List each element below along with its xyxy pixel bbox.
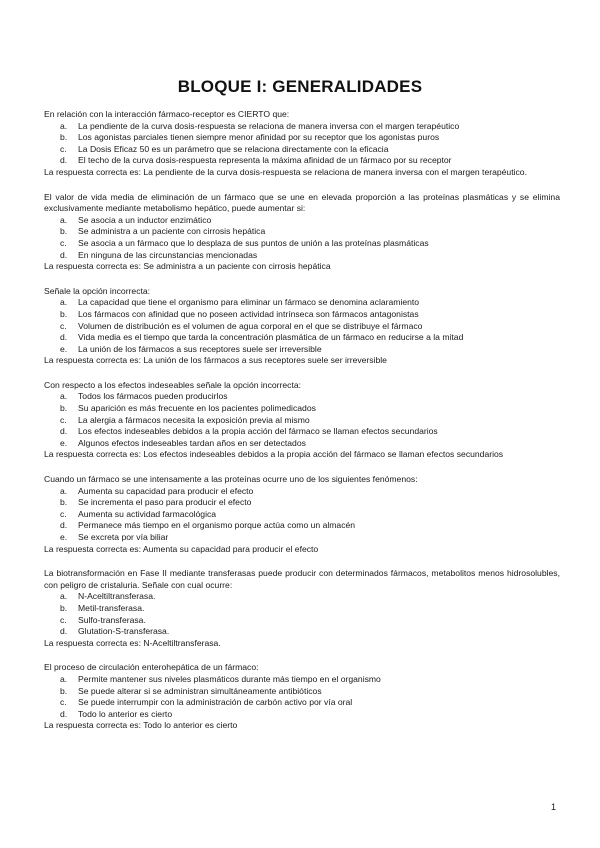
option-item [44, 497, 560, 509]
option-text: Aumenta su actividad farmacológica [78, 508, 217, 519]
question-stem: El proceso de circulación enterohepática de un fármaco: [44, 662, 259, 673]
option-item [44, 238, 560, 250]
option-text: Aumenta su capacidad para producir el efecto [78, 485, 254, 496]
option-label: b. [60, 497, 68, 508]
option-item [44, 226, 560, 238]
option-label: a. [60, 120, 68, 131]
option-text: Vida media es el tiempo que tarda la concentración plasmática de un fármaco en reducirse a la mitad [78, 332, 464, 343]
option-label: c. [60, 697, 67, 708]
option-text: Se incrementa el paso para producir el efecto [78, 497, 252, 508]
option-text: Se puede alterar si se administran simultáneamente antibióticos [78, 685, 322, 696]
option-label: e. [60, 532, 68, 542]
option-item [44, 626, 560, 638]
option-list [44, 486, 560, 544]
option-list [44, 674, 560, 720]
option-text: N-Aceltiltransferasa. [78, 591, 156, 602]
question-block [44, 568, 560, 649]
option-label: c. [60, 237, 67, 248]
option-item [44, 121, 560, 133]
option-text: Glutation-S-transferasa. [78, 626, 170, 637]
question-block [44, 662, 560, 732]
option-item [44, 344, 560, 356]
option-item [44, 215, 560, 227]
correct-answer: La respuesta correcta es: N-Aceltiltransferasa. [44, 637, 221, 648]
option-label: a. [60, 673, 68, 684]
option-label: b. [60, 308, 68, 319]
option-item [44, 615, 560, 627]
option-text: En ninguna de las circunstancias mencionadas [78, 249, 258, 260]
option-text: La pendiente de la curva dosis-respuesta se relaciona de manera inversa con el margen terapéutico [78, 120, 460, 131]
option-label: a. [60, 214, 68, 225]
question-block [44, 192, 560, 273]
question-block [44, 474, 560, 555]
option-text: Su aparición es más frecuente en los pacientes polimedicados [78, 403, 316, 414]
option-item [44, 520, 560, 532]
option-list [44, 391, 560, 449]
option-label: d. [60, 520, 68, 531]
question-block [44, 286, 560, 367]
option-item [44, 697, 560, 709]
option-text: Se puede interrumpir con la administración de carbón activo por vía oral [78, 697, 353, 708]
option-text: Se asocia a un inductor enzimático [78, 214, 212, 225]
option-label: e. [60, 343, 68, 354]
page-number: 1 [550, 802, 556, 812]
option-label: a. [60, 391, 68, 402]
option-text: Algunos efectos indeseables tardan años en ser detectados [78, 437, 306, 448]
option-item [44, 144, 560, 156]
option-item [44, 309, 560, 321]
option-label: d. [60, 426, 68, 437]
option-item [44, 674, 560, 686]
question-stem: El valor de vida media de eliminación de un fármaco que se une en elevada proporción a las proteínas plasmáticas y se elimina exclusivamente mediante metabolismo hepático, puede aumentar si: [44, 191, 560, 214]
option-item [44, 132, 560, 144]
option-label: d. [60, 708, 68, 719]
correct-answer: La respuesta correcta es: Todo lo anterior es cierto [44, 720, 238, 731]
option-label: b. [60, 132, 68, 143]
option-item [44, 415, 560, 427]
option-text: La capacidad que tiene el organismo para eliminar un fármaco se denomina aclaramiento [78, 297, 420, 308]
correct-answer: La respuesta correcta es: La pendiente de la curva dosis-respuesta se relaciona de manera inversa con el margen terapéutico. [44, 166, 527, 177]
option-item [44, 686, 560, 698]
question-list [44, 109, 560, 745]
option-label: a. [60, 485, 68, 496]
option-label: e. [60, 437, 68, 448]
option-label: c. [60, 508, 67, 519]
option-list [44, 591, 560, 637]
option-item [44, 709, 560, 721]
option-item [44, 321, 560, 333]
question-stem: Con respecto a los efectos indeseables señale la opción incorrecta: [44, 379, 302, 390]
question-stem: Cuando un fármaco se une intensamente a las proteínas ocurre uno de los siguientes fenómenos: [44, 474, 418, 485]
option-text: La Dosis Eficaz 50 es un parámetro que se relaciona directamente con la eficacia [78, 143, 389, 154]
option-item [44, 297, 560, 309]
option-item [44, 155, 560, 167]
question-stem: En relación con la interacción fármaco-receptor es CIERTO que: [44, 109, 290, 119]
option-text: Todo lo anterior es cierto [78, 708, 173, 719]
option-list [44, 215, 560, 261]
option-item [44, 426, 560, 438]
option-label: a. [60, 591, 68, 602]
option-item [44, 486, 560, 498]
option-label: c. [60, 143, 67, 154]
option-item [44, 603, 560, 615]
option-text: Todos los fármacos pueden producirlos [78, 391, 228, 402]
option-item [44, 403, 560, 415]
option-item [44, 509, 560, 521]
option-item [44, 438, 560, 450]
option-label: d. [60, 249, 68, 260]
correct-answer: La respuesta correcta es: Aumenta su capacidad para producir el efecto [44, 543, 319, 554]
option-item [44, 391, 560, 403]
option-text: Se excreta por vía biliar [78, 532, 169, 542]
option-label: c. [60, 414, 67, 425]
option-text: Sulfo-transferasa. [78, 614, 146, 625]
option-text: Se asocia a un fármaco que lo desplaza de sus puntos de unión a las proteínas plasmáticas [78, 237, 429, 248]
option-text: Los efectos indeseables debidos a la propia acción del fármaco se llaman efectos secundarios [78, 426, 438, 437]
option-text: Se administra a un paciente con cirrosis hepática [78, 226, 266, 237]
option-text: La alergia a fármacos necesita la exposición previa al mismo [78, 414, 310, 425]
page-title: BLOQUE I: GENERALIDADES [177, 77, 423, 96]
option-label: c. [60, 614, 67, 625]
option-item [44, 532, 560, 544]
option-text: Volumen de distribución es el volumen de agua corporal en el que se distribuye el fármaco [78, 320, 423, 331]
option-item [44, 332, 560, 344]
option-text: Permite mantener sus niveles plasmáticos durante más tiempo en el organismo [78, 673, 381, 684]
question-block [44, 109, 560, 179]
correct-answer: La respuesta correcta es: La unión de los fármacos a sus receptores suele ser irreversible [44, 355, 387, 366]
option-label: b. [60, 685, 68, 696]
option-label: b. [60, 226, 68, 237]
question-stem: La biotransformación en Fase II mediante transferasas puede producir con determinados fármacos, metabolitos menos hidrosolubles, con peligro de cristaluria. Señale con cual ocurre: [44, 568, 560, 590]
option-text: Metil-transferasa. [78, 602, 145, 613]
option-label: a. [60, 297, 68, 308]
option-list [44, 297, 560, 355]
option-list [44, 121, 560, 167]
option-text: El techo de la curva dosis-respuesta representa la máxima afinidad de un fármaco por su receptor [78, 155, 452, 166]
question-stem: Señale la opción incorrecta: [44, 285, 151, 296]
correct-answer: La respuesta correcta es: Se administra a un paciente con cirrosis hepática [44, 261, 331, 272]
option-item [44, 591, 560, 603]
option-label: b. [60, 403, 68, 414]
option-label: c. [60, 320, 67, 331]
question-block [44, 380, 560, 461]
correct-answer: La respuesta correcta es: Los efectos indeseables debidos a la propia acción del fármaco se llaman efectos secundarios [44, 449, 504, 460]
option-label: d. [60, 155, 68, 166]
option-label: b. [60, 602, 68, 613]
option-label: d. [60, 332, 68, 343]
option-text: Los agonistas parciales tienen siempre menor afinidad por su receptor que los agonistas puros [78, 132, 440, 143]
option-label: d. [60, 626, 68, 637]
option-text: Permanece más tiempo en el organismo porque actúa como un almacén [78, 520, 356, 531]
option-text: Los fármacos con afinidad que no poseen actividad intrínseca son fármacos antagonistas [78, 308, 419, 319]
option-item [44, 250, 560, 262]
option-text: La unión de los fármacos a sus receptores suele ser irreversible [78, 343, 322, 354]
